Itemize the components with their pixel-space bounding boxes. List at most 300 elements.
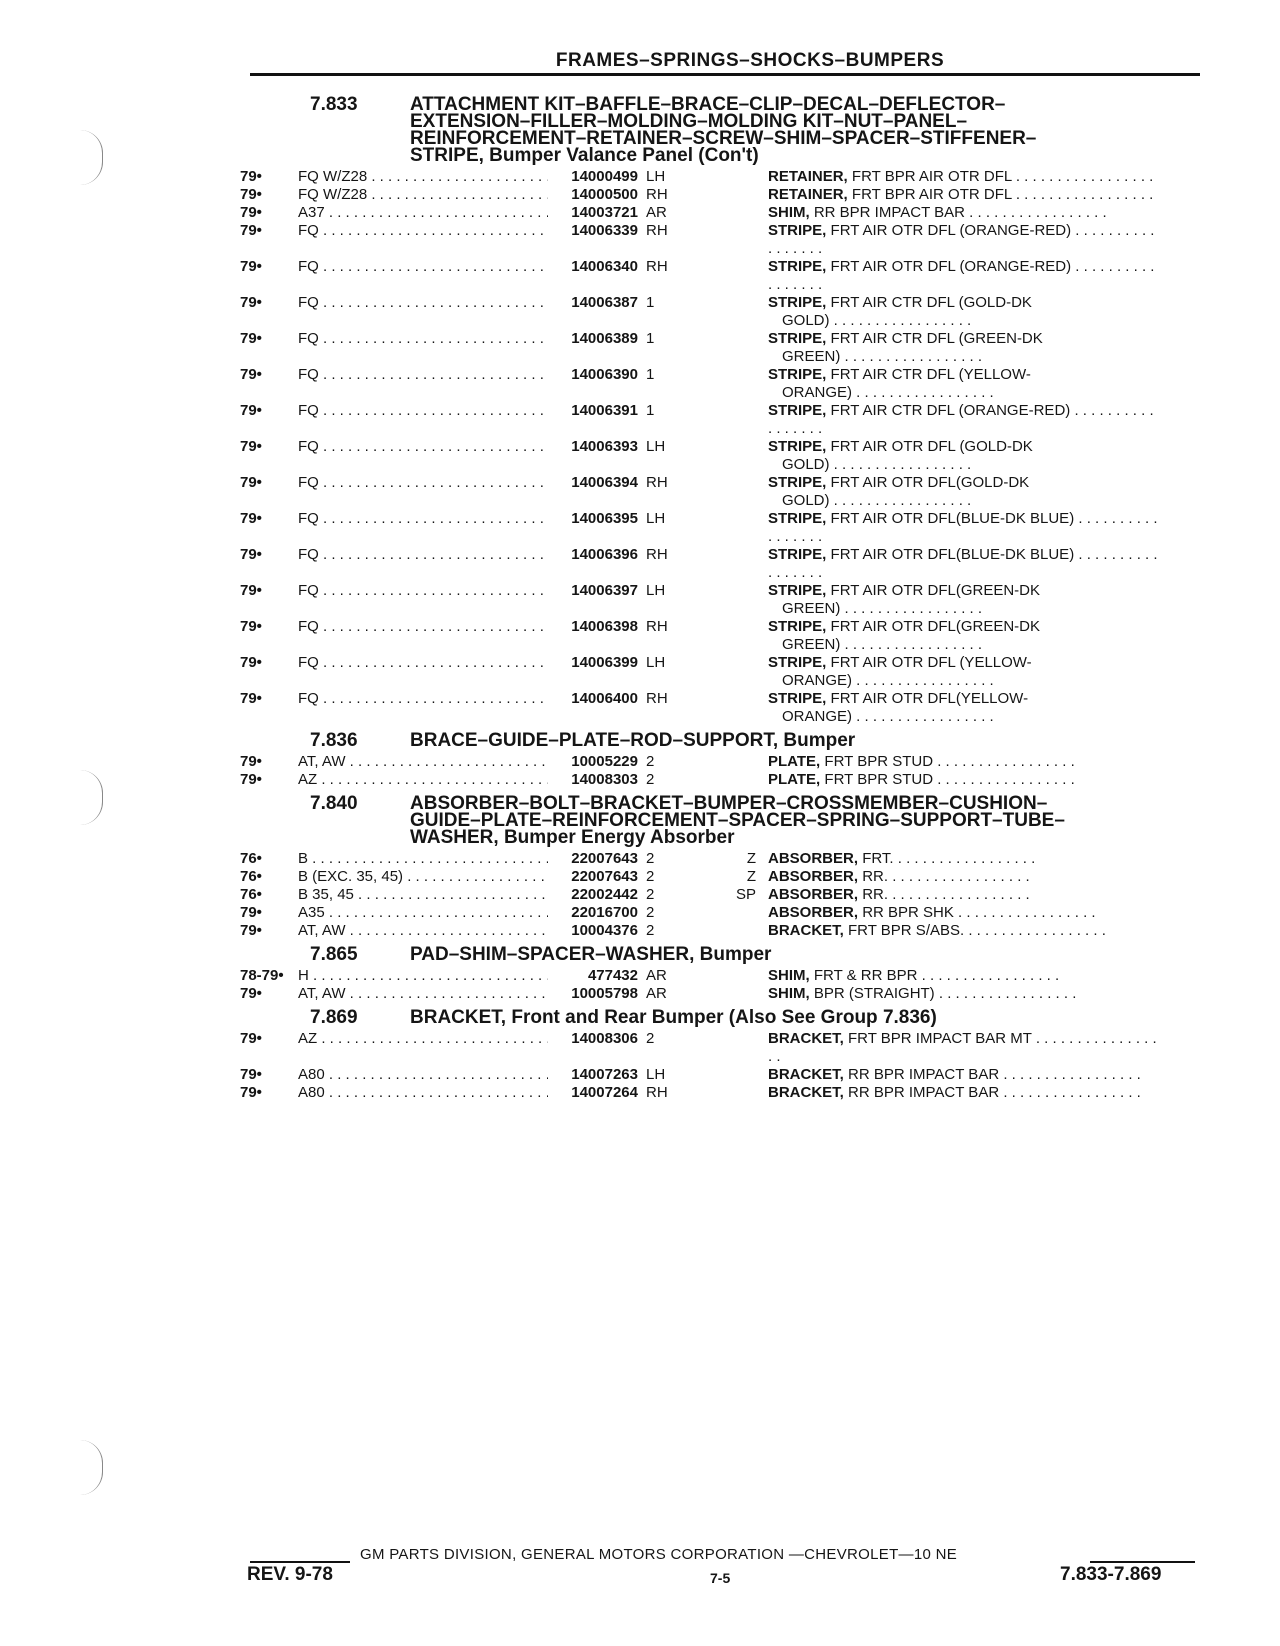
quantity: 2 bbox=[646, 771, 655, 788]
part-row bbox=[240, 886, 1200, 904]
part-description bbox=[768, 222, 1200, 258]
part-description bbox=[768, 922, 1200, 940]
model-code: FQ . . . bbox=[298, 366, 548, 402]
group-title-line: EXTENSION–FILLER–MOLDING–MOLDING KIT–NUT–PANEL– bbox=[410, 111, 968, 132]
quantity: 1 bbox=[646, 294, 655, 311]
part-keyword: ABSORBER, bbox=[768, 886, 859, 903]
description-continuation-text: ORANGE) . . . bbox=[782, 384, 994, 401]
model-code: FQ . . . bbox=[298, 402, 548, 438]
group-number: 7.869 bbox=[310, 1007, 358, 1028]
source-code bbox=[692, 330, 768, 366]
source-code bbox=[692, 690, 768, 726]
part-row bbox=[240, 402, 1200, 438]
description-text: FRT AIR CTR DFL (ORANGE-RED) . . . bbox=[768, 402, 1154, 437]
group-title-line: GUIDE–PLATE–REINFORCEMENT–SPACER–SPRING–SUPPORT–TUBE– bbox=[410, 810, 1065, 831]
description-continuation-text: ORANGE) . . . bbox=[782, 708, 994, 725]
part-keyword: STRIPE, bbox=[768, 330, 827, 347]
part-description bbox=[768, 886, 1200, 904]
description-line bbox=[768, 186, 1160, 204]
description-text: FRT BPR S/ABS. . . . bbox=[848, 922, 1106, 939]
model-code: B 35, 45 . . . bbox=[298, 886, 548, 904]
description-line bbox=[768, 222, 1160, 258]
description-continuation-text: GOLD) . . . bbox=[782, 456, 971, 473]
model-code: FQ . . . bbox=[298, 294, 548, 330]
part-description bbox=[768, 474, 1200, 510]
part-description bbox=[768, 186, 1200, 204]
description-text: FRT AIR OTR DFL(GOLD-DK bbox=[830, 474, 1030, 491]
model-code: A80 . . . bbox=[298, 1066, 548, 1084]
group-number: 7.865 bbox=[310, 944, 358, 965]
description-text: BPR (STRAIGHT) . . . bbox=[814, 985, 1077, 1002]
part-description bbox=[768, 690, 1200, 726]
model-year: 79• bbox=[240, 1084, 262, 1101]
quantity: RH bbox=[646, 1084, 668, 1101]
part-description bbox=[768, 868, 1200, 886]
quantity: RH bbox=[646, 222, 668, 239]
parts-group bbox=[240, 795, 1200, 940]
description-line bbox=[768, 922, 1160, 940]
part-row bbox=[240, 258, 1200, 294]
group-title-line: STRIPE, Bumper Valance Panel (Con't) bbox=[410, 145, 759, 166]
header-rule bbox=[250, 73, 1200, 76]
model-year: 79• bbox=[240, 1066, 262, 1083]
description-continuation-text: GOLD) . . . bbox=[782, 312, 971, 329]
part-keyword: STRIPE, bbox=[768, 582, 827, 599]
model-year: 79• bbox=[240, 186, 262, 203]
part-row bbox=[240, 168, 1200, 186]
model-code: AT, AW . . . bbox=[298, 753, 548, 771]
part-row bbox=[240, 753, 1200, 771]
quantity: LH bbox=[646, 438, 666, 455]
description-text: FRT AIR OTR DFL(GREEN-DK bbox=[830, 618, 1040, 635]
model-year: 79• bbox=[240, 402, 262, 419]
source-code bbox=[692, 258, 768, 294]
part-description bbox=[768, 771, 1200, 789]
description-continuation bbox=[768, 600, 1160, 618]
part-row bbox=[240, 546, 1200, 582]
description-line bbox=[768, 886, 1160, 904]
part-row bbox=[240, 438, 1200, 474]
source-code bbox=[692, 582, 768, 618]
part-number: 22002442 bbox=[571, 886, 638, 903]
part-row bbox=[240, 967, 1200, 985]
part-row bbox=[240, 985, 1200, 1003]
group-title-text bbox=[410, 732, 1200, 749]
footer-rule bbox=[1090, 1561, 1195, 1563]
description-line bbox=[768, 967, 1160, 985]
model-code: FQ . . . bbox=[298, 690, 548, 726]
group-range: 7.833-7.869 bbox=[1060, 1564, 1162, 1585]
description-text: FRT BPR STUD . . . bbox=[824, 771, 1074, 788]
part-description bbox=[768, 168, 1200, 186]
model-year: 79• bbox=[240, 546, 262, 563]
source-code bbox=[692, 618, 768, 654]
description-text: FRT AIR OTR DFL(BLUE-DK BLUE) . . . bbox=[768, 546, 1158, 581]
quantity: 1 bbox=[646, 402, 655, 419]
description-text: FRT. . . . bbox=[862, 850, 1035, 867]
source-code bbox=[692, 474, 768, 510]
model-code: H . . . bbox=[298, 967, 548, 985]
description-text: FRT BPR STUD . . . bbox=[824, 753, 1074, 770]
part-description bbox=[768, 402, 1200, 438]
source-code bbox=[692, 402, 768, 438]
part-row bbox=[240, 904, 1200, 922]
description-line bbox=[768, 618, 1160, 636]
model-code: FQ . . . bbox=[298, 654, 548, 690]
model-year: 79• bbox=[240, 690, 262, 707]
part-number: 14006387 bbox=[571, 294, 638, 311]
part-keyword: BRACKET, bbox=[768, 1030, 844, 1047]
part-description bbox=[768, 985, 1200, 1003]
part-description bbox=[768, 1084, 1200, 1102]
part-number: 10005798 bbox=[571, 985, 638, 1002]
part-number: 14000499 bbox=[571, 168, 638, 185]
description-line bbox=[768, 510, 1160, 546]
description-line bbox=[768, 690, 1160, 708]
description-continuation bbox=[768, 312, 1160, 330]
part-row bbox=[240, 771, 1200, 789]
part-keyword: STRIPE, bbox=[768, 222, 827, 239]
description-text: FRT BPR AIR OTR DFL . . . bbox=[852, 168, 1153, 185]
model-year: 79• bbox=[240, 294, 262, 311]
parts-listing bbox=[240, 90, 1200, 1102]
part-description bbox=[768, 294, 1200, 330]
part-row bbox=[240, 868, 1200, 886]
model-year: 79• bbox=[240, 985, 262, 1002]
model-year: 79• bbox=[240, 510, 262, 527]
description-line bbox=[768, 654, 1160, 672]
part-keyword: STRIPE, bbox=[768, 402, 827, 419]
model-code: FQ . . . bbox=[298, 474, 548, 510]
quantity: 2 bbox=[646, 850, 655, 867]
source-code: Z bbox=[746, 850, 756, 867]
description-continuation-text: GREEN) . . . bbox=[782, 348, 982, 365]
description-text: FRT AIR CTR DFL (GREEN-DK bbox=[830, 330, 1043, 347]
model-year: 79• bbox=[240, 922, 262, 939]
description-line bbox=[768, 294, 1160, 312]
part-number: 14006398 bbox=[571, 618, 638, 635]
description-line bbox=[768, 1066, 1160, 1084]
part-keyword: STRIPE, bbox=[768, 258, 827, 275]
model-code: AZ . . . bbox=[298, 1030, 548, 1066]
quantity: 2 bbox=[646, 868, 655, 885]
description-text: RR BPR SHK . . . bbox=[862, 904, 1095, 921]
description-text: RR BPR IMPACT BAR . . . bbox=[848, 1066, 1141, 1083]
source-code: Z bbox=[746, 868, 756, 885]
quantity: RH bbox=[646, 186, 668, 203]
part-number: 14006399 bbox=[571, 654, 638, 671]
description-line bbox=[768, 985, 1160, 1003]
model-code: A37 . . . bbox=[298, 204, 548, 222]
parts-group bbox=[240, 946, 1200, 1003]
description-text: FRT AIR OTR DFL (YELLOW- bbox=[830, 654, 1032, 671]
part-row bbox=[240, 330, 1200, 366]
part-row bbox=[240, 222, 1200, 258]
source-code bbox=[692, 222, 768, 258]
model-code: FQ . . . bbox=[298, 510, 548, 546]
description-text: FRT AIR OTR DFL (ORANGE-RED) . . . bbox=[768, 258, 1154, 293]
source-code bbox=[692, 438, 768, 474]
group-title bbox=[240, 732, 1200, 749]
quantity: RH bbox=[646, 690, 668, 707]
quantity: RH bbox=[646, 618, 668, 635]
group-title-line: REINFORCEMENT–RETAINER–SCREW–SHIM–SPACER–STIFFENER– bbox=[410, 128, 1037, 149]
part-keyword: ABSORBER, bbox=[768, 904, 859, 921]
group-number: 7.840 bbox=[310, 793, 358, 814]
model-year: 79• bbox=[240, 222, 262, 239]
description-line bbox=[768, 582, 1160, 600]
footer-rule bbox=[250, 1561, 350, 1563]
description-line bbox=[768, 204, 1160, 222]
model-code: AT, AW . . . bbox=[298, 985, 548, 1003]
part-description bbox=[768, 1030, 1200, 1066]
model-code: A35 . . . bbox=[298, 904, 548, 922]
revision-label: REV. 9-78 bbox=[247, 1564, 333, 1585]
source-code bbox=[692, 186, 768, 204]
model-year: 76• bbox=[240, 850, 262, 867]
description-line bbox=[768, 474, 1160, 492]
source-code bbox=[692, 753, 768, 771]
part-row bbox=[240, 1084, 1200, 1102]
description-continuation-text: GREEN) . . . bbox=[782, 636, 982, 653]
description-line bbox=[768, 753, 1160, 771]
model-code: FQ . . . bbox=[298, 582, 548, 618]
source-code bbox=[692, 904, 768, 922]
group-title bbox=[240, 96, 1200, 164]
model-code: AT, AW . . . bbox=[298, 922, 548, 940]
part-keyword: STRIPE, bbox=[768, 474, 827, 491]
quantity: AR bbox=[646, 204, 667, 221]
part-keyword: RETAINER, bbox=[768, 168, 848, 185]
part-keyword: PLATE, bbox=[768, 771, 821, 788]
margin-mark bbox=[80, 1440, 103, 1495]
description-line bbox=[768, 366, 1160, 384]
description-line bbox=[768, 850, 1160, 868]
part-row bbox=[240, 204, 1200, 222]
model-code: FQ . . . bbox=[298, 258, 548, 294]
description-continuation-text: ORANGE) . . . bbox=[782, 672, 994, 689]
description-continuation-text: GOLD) . . . bbox=[782, 492, 971, 509]
part-row bbox=[240, 294, 1200, 330]
model-year: 79• bbox=[240, 330, 262, 347]
quantity: RH bbox=[646, 258, 668, 275]
group-title-line: ABSORBER–BOLT–BRACKET–BUMPER–CROSSMEMBER–CUSHION– bbox=[410, 793, 1048, 814]
part-keyword: BRACKET, bbox=[768, 1066, 844, 1083]
part-number: 14006396 bbox=[571, 546, 638, 563]
model-year: 79• bbox=[240, 753, 262, 770]
model-year: 76• bbox=[240, 868, 262, 885]
description-continuation bbox=[768, 348, 1160, 366]
margin-mark bbox=[80, 130, 103, 185]
part-row bbox=[240, 1030, 1200, 1066]
part-row bbox=[240, 366, 1200, 402]
group-title bbox=[240, 1009, 1200, 1026]
quantity: 2 bbox=[646, 1030, 655, 1047]
model-code: FQ W/Z28 . . . bbox=[298, 168, 548, 186]
source-code bbox=[692, 1066, 768, 1084]
group-title-text bbox=[410, 1009, 1200, 1026]
part-number: 10004376 bbox=[571, 922, 638, 939]
quantity: LH bbox=[646, 582, 666, 599]
part-description bbox=[768, 618, 1200, 654]
group-number: 7.833 bbox=[310, 94, 358, 115]
part-number: 14006340 bbox=[571, 258, 638, 275]
description-line bbox=[768, 168, 1160, 186]
group-title-line: PAD–SHIM–SPACER–WASHER, Bumper bbox=[410, 944, 772, 965]
model-year: 79• bbox=[240, 438, 262, 455]
part-number: 14000500 bbox=[571, 186, 638, 203]
description-line bbox=[768, 904, 1160, 922]
description-line bbox=[768, 330, 1160, 348]
margin-mark bbox=[80, 770, 103, 825]
part-keyword: STRIPE, bbox=[768, 618, 827, 635]
page-header-title: FRAMES–SPRINGS–SHOCKS–BUMPERS bbox=[555, 50, 945, 71]
part-number: 22007643 bbox=[571, 868, 638, 885]
description-text: RR BPR IMPACT BAR . . . bbox=[848, 1084, 1141, 1101]
quantity: 2 bbox=[646, 753, 655, 770]
part-row bbox=[240, 186, 1200, 204]
description-line bbox=[768, 868, 1160, 886]
description-text: RR. . . . bbox=[862, 886, 1030, 903]
quantity: 1 bbox=[646, 366, 655, 383]
quantity: 1 bbox=[646, 330, 655, 347]
quantity: LH bbox=[646, 168, 666, 185]
part-description bbox=[768, 967, 1200, 985]
description-text: FRT BPR AIR OTR DFL . . . bbox=[852, 186, 1153, 203]
part-number: 14007264 bbox=[571, 1084, 638, 1101]
part-description bbox=[768, 850, 1200, 868]
part-keyword: SHIM, bbox=[768, 204, 810, 221]
source-code bbox=[692, 204, 768, 222]
quantity: LH bbox=[646, 654, 666, 671]
source-code bbox=[692, 1030, 768, 1066]
part-row bbox=[240, 618, 1200, 654]
part-number: 14008303 bbox=[571, 771, 638, 788]
description-line bbox=[768, 1030, 1160, 1066]
quantity: LH bbox=[646, 1066, 666, 1083]
part-number: 14006339 bbox=[571, 222, 638, 239]
model-year: 79• bbox=[240, 204, 262, 221]
part-number: 14006389 bbox=[571, 330, 638, 347]
model-code: AZ . . . bbox=[298, 771, 548, 789]
model-year: 79• bbox=[240, 618, 262, 635]
parts-group bbox=[240, 732, 1200, 789]
source-code bbox=[692, 771, 768, 789]
description-text: FRT AIR OTR DFL (ORANGE-RED) . . . bbox=[768, 222, 1154, 257]
group-title bbox=[240, 946, 1200, 963]
part-description bbox=[768, 582, 1200, 618]
part-keyword: PLATE, bbox=[768, 753, 821, 770]
source-code bbox=[692, 510, 768, 546]
description-continuation bbox=[768, 672, 1160, 690]
model-year: 79• bbox=[240, 1030, 262, 1047]
description-continuation bbox=[768, 456, 1160, 474]
model-year: 79• bbox=[240, 904, 262, 921]
part-keyword: STRIPE, bbox=[768, 294, 827, 311]
parts-group bbox=[240, 96, 1200, 726]
footer-publisher: GM PARTS DIVISION, GENERAL MOTORS CORPORATION —CHEVROLET—10 NE bbox=[360, 1546, 958, 1563]
part-keyword: SHIM, bbox=[768, 967, 810, 984]
group-title-text bbox=[410, 96, 1200, 164]
model-year: 79• bbox=[240, 168, 262, 185]
description-continuation-text: GREEN) . . . bbox=[782, 600, 982, 617]
source-code bbox=[692, 967, 768, 985]
part-number: 14003721 bbox=[571, 204, 638, 221]
quantity: 2 bbox=[646, 922, 655, 939]
part-description bbox=[768, 330, 1200, 366]
model-year: 79• bbox=[240, 366, 262, 383]
description-text: RR. . . . bbox=[862, 868, 1030, 885]
part-number: 14008306 bbox=[571, 1030, 638, 1047]
model-code: FQ . . . bbox=[298, 618, 548, 654]
part-number: 14006391 bbox=[571, 402, 638, 419]
part-number: 14006397 bbox=[571, 582, 638, 599]
description-text: RR BPR IMPACT BAR . . . bbox=[814, 204, 1107, 221]
part-row bbox=[240, 850, 1200, 868]
description-text: FRT AIR OTR DFL(BLUE-DK BLUE) . . . bbox=[768, 510, 1158, 545]
quantity: LH bbox=[646, 510, 666, 527]
part-description bbox=[768, 654, 1200, 690]
part-keyword: STRIPE, bbox=[768, 654, 827, 671]
model-year: 79• bbox=[240, 771, 262, 788]
description-line bbox=[768, 258, 1160, 294]
quantity: 2 bbox=[646, 904, 655, 921]
group-title-text bbox=[410, 795, 1200, 846]
model-year: 79• bbox=[240, 258, 262, 275]
model-year: 76• bbox=[240, 886, 262, 903]
description-text: FRT AIR OTR DFL (GOLD-DK bbox=[830, 438, 1033, 455]
source-code bbox=[692, 1084, 768, 1102]
part-keyword: STRIPE, bbox=[768, 366, 827, 383]
part-keyword: STRIPE, bbox=[768, 690, 827, 707]
group-title-text bbox=[410, 946, 1200, 963]
page-number: 7-5 bbox=[710, 1570, 731, 1586]
quantity: 2 bbox=[646, 886, 655, 903]
description-continuation bbox=[768, 636, 1160, 654]
group-title bbox=[240, 795, 1200, 846]
part-number: 14006393 bbox=[571, 438, 638, 455]
model-code: B (EXC. 35, 45) . . . bbox=[298, 868, 548, 886]
description-text: FRT AIR CTR DFL (YELLOW- bbox=[830, 366, 1031, 383]
description-continuation bbox=[768, 708, 1160, 726]
part-keyword: RETAINER, bbox=[768, 186, 848, 203]
description-continuation bbox=[768, 384, 1160, 402]
part-keyword: BRACKET, bbox=[768, 1084, 844, 1101]
part-number: 22016700 bbox=[571, 904, 638, 921]
quantity: AR bbox=[646, 985, 667, 1002]
part-description bbox=[768, 258, 1200, 294]
model-year: 79• bbox=[240, 582, 262, 599]
part-keyword: STRIPE, bbox=[768, 510, 827, 527]
quantity: AR bbox=[646, 967, 667, 984]
parts-group bbox=[240, 1009, 1200, 1102]
description-line bbox=[768, 546, 1160, 582]
part-description bbox=[768, 204, 1200, 222]
part-row bbox=[240, 654, 1200, 690]
part-number: 22007643 bbox=[571, 850, 638, 867]
model-year: 79• bbox=[240, 654, 262, 671]
description-continuation bbox=[768, 492, 1160, 510]
part-row bbox=[240, 922, 1200, 940]
part-keyword: ABSORBER, bbox=[768, 868, 859, 885]
group-title-line: BRACE–GUIDE–PLATE–ROD–SUPPORT, Bumper bbox=[410, 730, 856, 751]
model-code: FQ . . . bbox=[298, 222, 548, 258]
description-text: FRT AIR OTR DFL(GREEN-DK bbox=[830, 582, 1040, 599]
quantity: RH bbox=[646, 546, 668, 563]
part-description bbox=[768, 904, 1200, 922]
description-text: FRT BPR IMPACT BAR MT . . . bbox=[768, 1030, 1157, 1065]
group-number: 7.836 bbox=[310, 730, 358, 751]
